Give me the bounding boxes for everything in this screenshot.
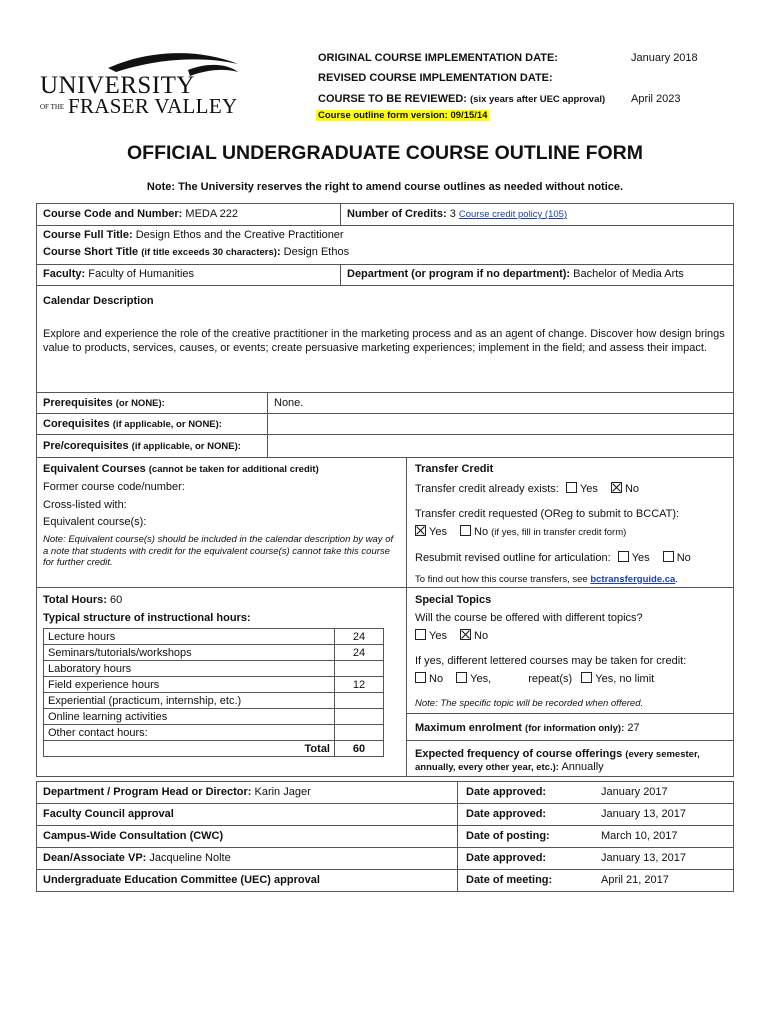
transfer-exists-yes-label: Yes <box>579 483 598 495</box>
hours-row-value <box>335 725 384 741</box>
coreq-label-cell <box>36 413 268 435</box>
review-row <box>318 93 605 105</box>
special-italic-note: Note: The specific topic will be recorded when offered. <box>415 698 644 709</box>
prereq-label-cell <box>36 392 268 414</box>
transfer-requested-note: (if yes, fill in transfer credit form) <box>491 527 627 538</box>
full-title-value: Design Ethos and the Creative Practitioner <box>135 229 344 241</box>
orig-date-value: January 2018 <box>631 52 698 64</box>
dept-label: Department (or program if no department): <box>347 268 571 280</box>
transfer-requested-yes-checkbox[interactable] <box>415 525 426 536</box>
faculty-cell <box>36 264 341 286</box>
faculty-value: Faculty of Humanities <box>88 268 195 280</box>
short-title-value: Design Ethos <box>283 246 350 258</box>
notice: Note: The University reserves the right to amend course outlines as needed without notice. <box>146 181 624 193</box>
review-label: COURSE TO BE REVIEWED: <box>318 93 467 105</box>
special-yes-checkbox[interactable] <box>415 629 426 640</box>
lettered-repeat-label: repeat(s) <box>528 673 573 685</box>
approval-date-cell <box>457 869 734 892</box>
hours-table <box>43 628 384 757</box>
resubmit-yes-checkbox[interactable] <box>618 551 629 562</box>
logo-line1: UNIVERSITY <box>40 72 195 99</box>
max-enrolment-note: (for information only): <box>525 723 625 734</box>
precoreq-label-cell <box>36 434 268 458</box>
dept-value: Bachelor of Media Arts <box>573 268 684 280</box>
coreq-label: Corequisites <box>43 418 110 430</box>
table-row <box>44 645 384 661</box>
title-cell: Course Full Title: Design Ethos and the Creative Practitioner Course Short Title (if title exceeds 30 characters): Design Ethos <box>36 225 734 265</box>
resubmit-no-checkbox[interactable] <box>663 551 674 562</box>
transfer-requested-no-checkbox[interactable] <box>460 525 471 536</box>
transfer-requested-no-label: No <box>474 526 489 538</box>
approval-date-label: Date approved: <box>466 852 547 864</box>
special-no-label: No <box>474 630 489 642</box>
hours-row-label: Experiential (practicum, internship, etc.) <box>44 693 335 709</box>
hours-row-value: 12 <box>335 677 384 693</box>
transfer-requested-yes-label: Yes <box>429 526 447 538</box>
approval-label: Undergraduate Education Committee (UEC) approval <box>43 874 320 886</box>
hours-total-value: 60 <box>335 741 384 757</box>
approval-label: Department / Program Head or Director: <box>43 786 252 798</box>
hours-row-value <box>335 709 384 725</box>
approval-date-label: Date of posting: <box>466 830 550 842</box>
equiv-course-label: Equivalent course(s): <box>43 516 147 528</box>
table-row <box>44 693 384 709</box>
transfer-label: Transfer Credit <box>415 463 494 475</box>
find-transfer-prefix: To find out how this course transfers, see <box>415 574 588 585</box>
special-topics-label: Special Topics <box>415 594 492 606</box>
prereq-note: (or NONE): <box>115 398 165 409</box>
total-hours-label: Total Hours: <box>43 594 107 606</box>
approval-label: Dean/Associate VP: <box>43 852 147 864</box>
approval-value: Karin Jager <box>254 786 311 798</box>
crosslisted-label: Cross-listed with: <box>43 499 127 511</box>
hours-row-label: Lecture hours <box>44 629 335 645</box>
approval-date-label: Date approved: <box>466 786 547 798</box>
review-value: April 2023 <box>631 93 681 105</box>
approval-row <box>36 847 458 870</box>
transfer-cell <box>406 457 734 588</box>
transfer-exists-no-checkbox[interactable] <box>611 482 622 493</box>
page-title: OFFICIAL UNDERGRADUATE COURSE OUTLINE FORM <box>126 142 644 164</box>
approval-date-value: April 21, 2017 <box>601 874 669 886</box>
approval-label: Faculty Council approval <box>43 808 174 820</box>
approval-date-label: Date of meeting: <box>466 874 553 886</box>
short-title-note: (if title exceeds 30 characters) <box>141 247 277 258</box>
approval-date-cell <box>457 781 734 804</box>
structure-label: Typical structure of instructional hours: <box>43 612 251 624</box>
transfer-exists-yes-checkbox[interactable] <box>566 482 577 493</box>
table-row <box>44 725 384 741</box>
hours-row-label: Laboratory hours <box>44 661 335 677</box>
max-enrolment-value: 27 <box>627 722 640 734</box>
credits-cell <box>340 203 734 226</box>
orig-date-label: ORIGINAL COURSE IMPLEMENTATION DATE: <box>318 52 558 64</box>
lettered-no-label: No <box>429 673 444 685</box>
calendar-text: Explore and experience the role of the creative practitioner in the marketing process and as an agent of change. Discover how design brings value to products, services, causes, or events; create persuasive marketing experiences; implement in the field; and assess their impact. <box>43 328 725 354</box>
hours-cell <box>36 587 407 777</box>
credits-label: Number of Credits: <box>347 208 447 220</box>
bctransferguide-link[interactable]: bctransferguide.ca <box>590 574 676 585</box>
table-row <box>44 661 384 677</box>
approval-date-value: March 10, 2017 <box>601 830 678 842</box>
lettered-yes-checkbox[interactable] <box>456 672 467 683</box>
precoreq-note: (if applicable, or NONE): <box>131 441 241 452</box>
former-course-label: Former course code/number: <box>43 481 185 493</box>
hours-row-label: Other contact hours: <box>44 725 335 741</box>
lettered-nolimit-checkbox[interactable] <box>581 672 592 683</box>
hours-row-value: 24 <box>335 645 384 661</box>
lettered-yes-label: Yes, <box>470 673 492 685</box>
prereq-label: Prerequisites <box>43 397 113 409</box>
university-logo <box>38 48 243 122</box>
approval-row <box>36 869 458 892</box>
total-hours-value: 60 <box>110 594 123 606</box>
precoreq-label: Pre/corequisites <box>43 440 129 452</box>
transfer-requested-label: Transfer credit requested (OReg to submit to BCCAT): <box>415 508 680 520</box>
faculty-label: Faculty: <box>43 268 86 280</box>
hours-row-label: Seminars/tutorials/workshops <box>44 645 335 661</box>
short-title-label: Course Short Title <box>43 246 139 258</box>
approval-date-value: January 13, 2017 <box>601 852 687 864</box>
equivalent-note: (cannot be taken for additional credit) <box>148 464 319 475</box>
coreq-value-cell <box>267 413 734 435</box>
hours-row-value <box>335 693 384 709</box>
prereq-value: None. <box>274 397 304 409</box>
max-enrolment-label: Maximum enrolment <box>415 722 522 734</box>
find-transfer-suffix: . <box>675 574 678 585</box>
course-code-value: MEDA 222 <box>185 208 239 220</box>
logo-of-the: OF THE <box>40 103 65 111</box>
hours-row-value: 24 <box>335 629 384 645</box>
resubmit-label: Resubmit revised outline for articulation: <box>415 552 611 564</box>
hours-total-label: Total <box>44 741 335 757</box>
approval-date-cell <box>457 825 734 848</box>
lettered-question: If yes, different lettered courses may be taken for credit: <box>415 655 687 667</box>
approval-value: Jacqueline Nolte <box>149 852 231 864</box>
prereq-value-cell <box>267 392 734 414</box>
approval-label: Campus-Wide Consultation (CWC) <box>43 830 224 842</box>
course-code-cell <box>36 203 341 226</box>
version-badge: Course outline form version: 09/15/14 <box>318 110 488 121</box>
equivalent-italic-note: Note: Equivalent course(s) should be included in the calendar description by way of a note that students with credit for the equivalent course(s) cannot take this course for further credit. <box>43 534 394 568</box>
hours-row-label: Online learning activities <box>44 709 335 725</box>
review-note: (six years after UEC approval) <box>470 94 606 105</box>
frequency-note: (every semester, annually, every other year, etc.): <box>415 749 700 773</box>
approval-row <box>36 825 458 848</box>
hours-row-label: Field experience hours <box>44 677 335 693</box>
frequency-value: Annually <box>561 761 604 773</box>
approval-date-cell <box>457 803 734 826</box>
approval-row <box>36 803 458 826</box>
resubmit-yes-label: Yes <box>631 552 650 564</box>
frequency-label: Expected frequency of course offerings <box>415 748 623 760</box>
revised-date-label: REVISED COURSE IMPLEMENTATION DATE: <box>318 72 553 84</box>
approval-date-label: Date approved: <box>466 808 547 820</box>
approval-date-cell <box>457 847 734 870</box>
special-question: Will the course be offered with different topics? <box>415 612 643 624</box>
special-no-checkbox[interactable] <box>460 629 471 640</box>
transfer-exists-label: Transfer credit already exists: <box>415 483 559 495</box>
full-title-label: Course Full Title: <box>43 229 133 241</box>
coreq-note: (if applicable, or NONE): <box>112 419 222 430</box>
approval-row <box>36 781 458 804</box>
approval-date-value: January 13, 2017 <box>601 808 687 820</box>
transfer-exists-no-label: No <box>624 483 640 495</box>
precoreq-value-cell <box>267 434 734 458</box>
equivalent-cell <box>36 457 407 588</box>
hours-row-value <box>335 661 384 677</box>
table-row <box>44 677 384 693</box>
credit-policy-link[interactable]: Course credit policy (105) <box>458 209 568 220</box>
course-code-label: Course Code and Number: <box>43 208 183 220</box>
special-topics-cell <box>406 587 734 777</box>
dept-cell <box>340 264 734 286</box>
table-row <box>44 709 384 725</box>
credits-value: 3 <box>449 208 456 220</box>
lettered-no-checkbox[interactable] <box>415 672 426 683</box>
calendar-cell <box>36 285 734 393</box>
special-yes-label: Yes <box>429 630 447 642</box>
equivalent-label: Equivalent Courses <box>43 463 146 475</box>
approval-date-value: January 2017 <box>601 786 668 798</box>
resubmit-no-label: No <box>676 552 691 564</box>
lettered-nolimit-label: Yes, no limit <box>595 673 655 685</box>
calendar-label: Calendar Description <box>43 295 154 307</box>
logo-line2: FRASER VALLEY <box>68 94 238 118</box>
table-row <box>44 741 384 757</box>
table-row <box>44 629 384 645</box>
